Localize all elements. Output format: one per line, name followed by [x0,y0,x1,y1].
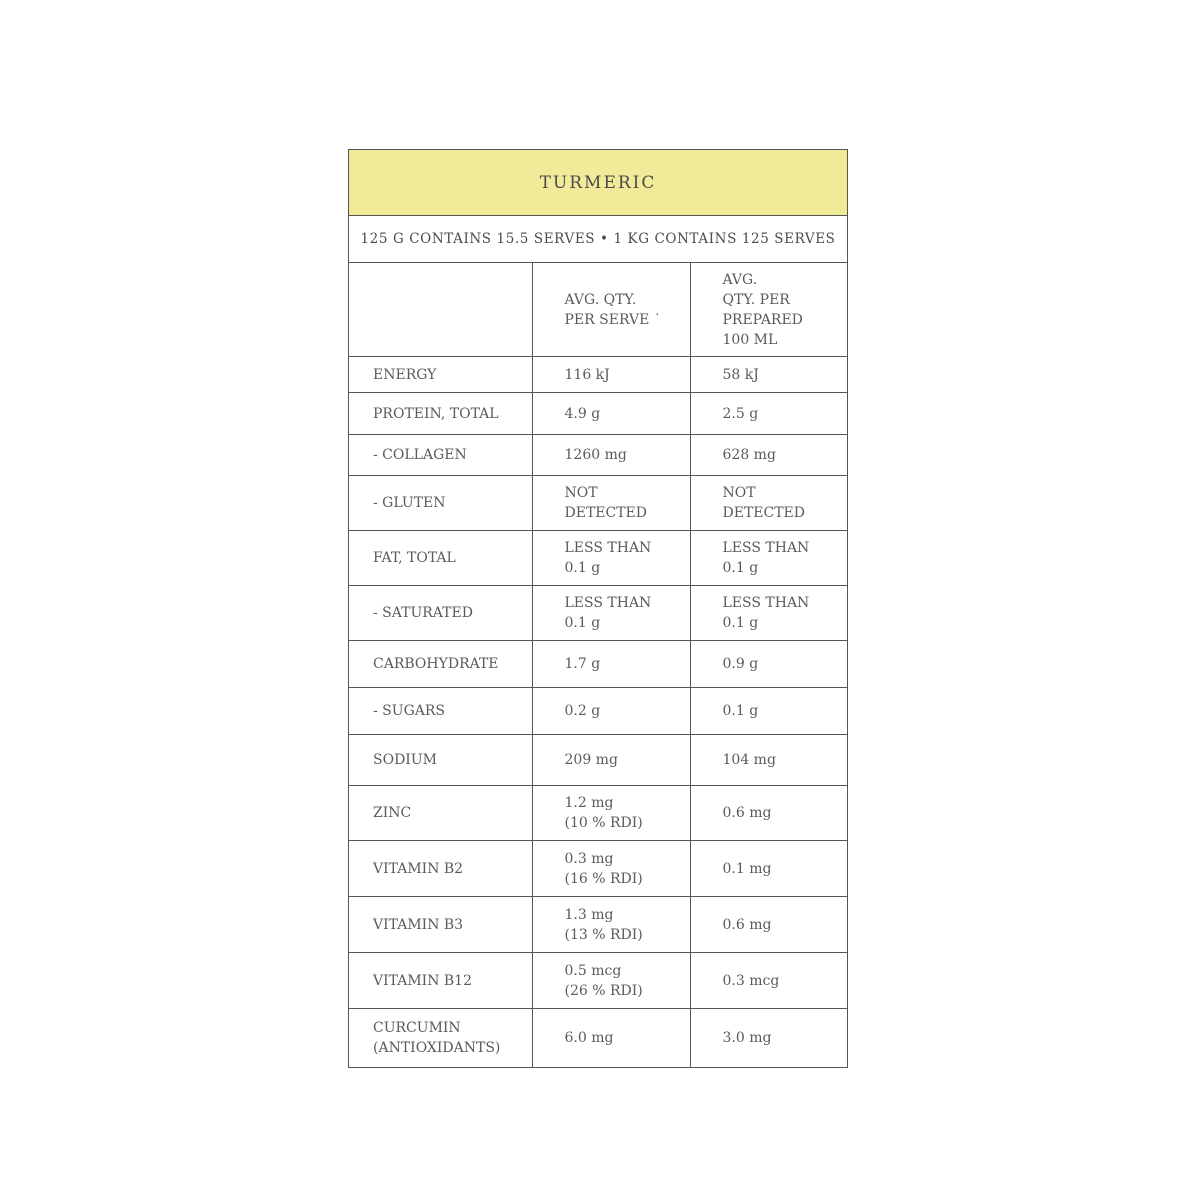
nutrient-row [349,897,847,953]
per-100ml-value: 0.1 g [690,688,847,735]
per-serve-value: 1.2 mg (10 % RDI) [532,786,690,841]
nutrient-label: - GLUTEN [349,476,532,531]
per-serve-value: 116 kJ [532,357,690,393]
nutrient-row [349,735,847,786]
nutrient-label: - SATURATED [349,586,532,641]
nutrient-label: VITAMIN B12 [349,953,532,1009]
per-serve-value: NOT DETECTED [532,476,690,531]
per-100ml-value: 0.6 mg [690,897,847,953]
nutrient-label: SODIUM [349,735,532,786]
nutrient-row [349,531,847,586]
nutrient-label: FAT, TOTAL [349,531,532,586]
per-100ml-value: 628 mg [690,435,847,476]
per-serve-value: 1260 mg [532,435,690,476]
per-serve-value: 0.2 g [532,688,690,735]
per-100ml-value: 3.0 mg [690,1009,847,1068]
per-serve-value: 0.5 mcg (26 % RDI) [532,953,690,1009]
nutrient-row [349,953,847,1009]
nutrient-label: VITAMIN B3 [349,897,532,953]
nutrient-row [349,586,847,641]
per-100ml-value: 0.9 g [690,641,847,688]
nutrient-label: - COLLAGEN [349,435,532,476]
nutrient-row [349,476,847,531]
nutrient-label: ENERGY [349,357,532,393]
nutrient-row [349,841,847,897]
per-serve-value: 1.3 mg (13 % RDI) [532,897,690,953]
per-serve-value: 4.9 g [532,393,690,435]
serves-line: 125 G CONTAINS 15.5 SERVES • 1 KG CONTAINS 125 SERVES [349,216,847,263]
per-100ml-value: 0.1 mg [690,841,847,897]
nutrient-label: ZINC [349,786,532,841]
nutrient-row [349,786,847,841]
nutrient-row [349,435,847,476]
per-serve-value: 6.0 mg [532,1009,690,1068]
header-per-100ml: AVG. QTY. PER PREPARED 100 ML [690,263,847,357]
per-100ml-value: LESS THAN 0.1 g [690,586,847,641]
per-100ml-value: 0.6 mg [690,786,847,841]
header-per-serve: AVG. QTY. PER SERVE ˙ [532,263,690,357]
per-serve-value: 1.7 g [532,641,690,688]
header-row [349,263,847,357]
nutrient-label: - SUGARS [349,688,532,735]
nutrient-label: CURCUMIN (ANTIOXIDANTS) [349,1009,532,1068]
per-100ml-value: NOT DETECTED [690,476,847,531]
per-serve-value: LESS THAN 0.1 g [532,531,690,586]
nutrient-row [349,1009,847,1068]
per-100ml-value: 58 kJ [690,357,847,393]
per-100ml-value: LESS THAN 0.1 g [690,531,847,586]
header-label-cell [349,263,532,357]
product-title: TURMERIC [349,150,847,216]
per-serve-value: 0.3 mg (16 % RDI) [532,841,690,897]
nutrition-panel [348,149,848,1068]
nutrient-label: VITAMIN B2 [349,841,532,897]
per-serve-value: 209 mg [532,735,690,786]
per-100ml-value: 2.5 g [690,393,847,435]
per-100ml-value: 104 mg [690,735,847,786]
per-100ml-value: 0.3 mcg [690,953,847,1009]
nutrient-label: CARBOHYDRATE [349,641,532,688]
nutrient-row [349,393,847,435]
nutrient-row [349,641,847,688]
nutrient-label: PROTEIN, TOTAL [349,393,532,435]
nutrition-table [349,263,847,1067]
nutrient-row [349,688,847,735]
per-serve-value: LESS THAN 0.1 g [532,586,690,641]
nutrient-row [349,357,847,393]
